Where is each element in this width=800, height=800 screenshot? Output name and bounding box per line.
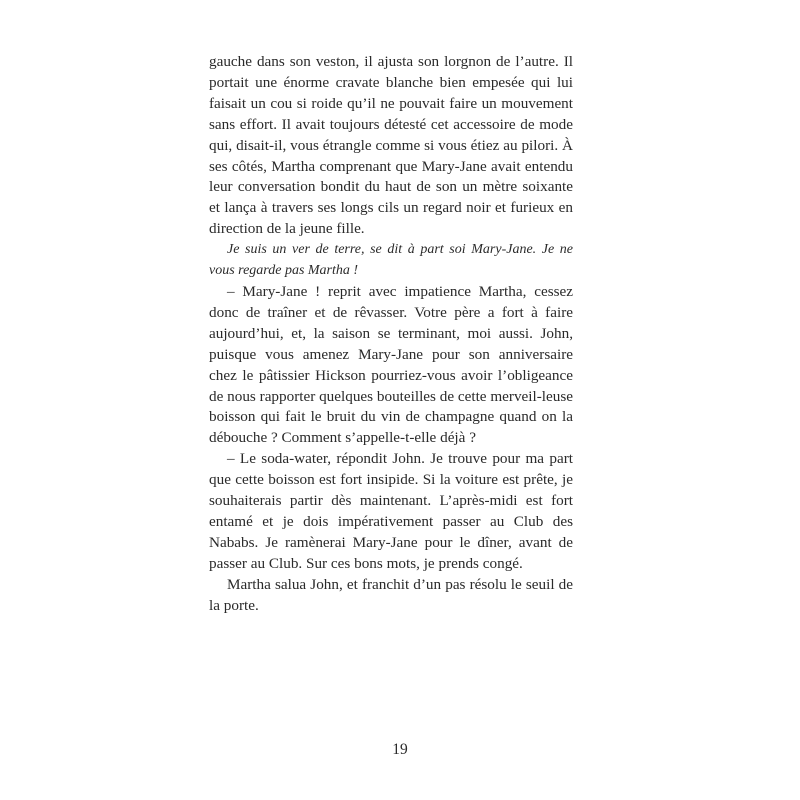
body-text [209,52,573,616]
paragraph-1: gauche dans son veston, il ajusta son lorgnon de l’autre. Il portait une énorme cravate blanche bien empesée qui lui faisait un cou si roide qu’il ne pouvait faire un mouvement sans effort. Il avait toujours détesté cet accessoire de mode qui, disait-il, vous étrangle comme si vous étiez au pilori. À ses côtés, Martha comprenant que Mary-Jane avait entendu leur conversation bondit du haut de son un mètre soixante et lança à travers ses longs cils un regard noir et furieux en direction de la jeune fille. [209,53,573,238]
page-number: 19 [392,741,408,758]
paragraph-3-dialogue: – Mary-Jane ! reprit avec impatience Martha, cessez donc de traîner et de rêvasser. Votre père a fort à faire aujourd’hui, et, la saison se terminant, moi aussi. John, puisque vous amenez Mary-Jane pour son anniversaire chez le pâtissier Hickson pourriez-vous avoir l’obligeance de nous rapporter quelques bouteilles de cette merveil-leuse boisson qui fait le bruit du vin de champagne quand on la débouche ? Comment s’appelle-t-elle déjà ? [209,282,573,447]
paragraph-2-italic-thought: Je suis un ver de terre, se dit à part soi Mary-Jane. Je ne vous regarde pas Martha ! [209,242,573,279]
paragraph-5: Martha salua John, et franchit d’un pas résolu le seuil de la porte. [209,575,573,614]
paragraph-4-dialogue: – Le soda-water, répondit John. Je trouve pour ma part que cette boisson est fort insipide. Si la voiture est prête, je souhaiterais partir dès maintenant. L’après-midi est fort entamé et je dois impérativement passer au Club des Nababs. Je ramènerai Mary-Jane pour le dîner, avant de passer au Club. Sur ces bons mots, je prends congé. [209,450,573,572]
